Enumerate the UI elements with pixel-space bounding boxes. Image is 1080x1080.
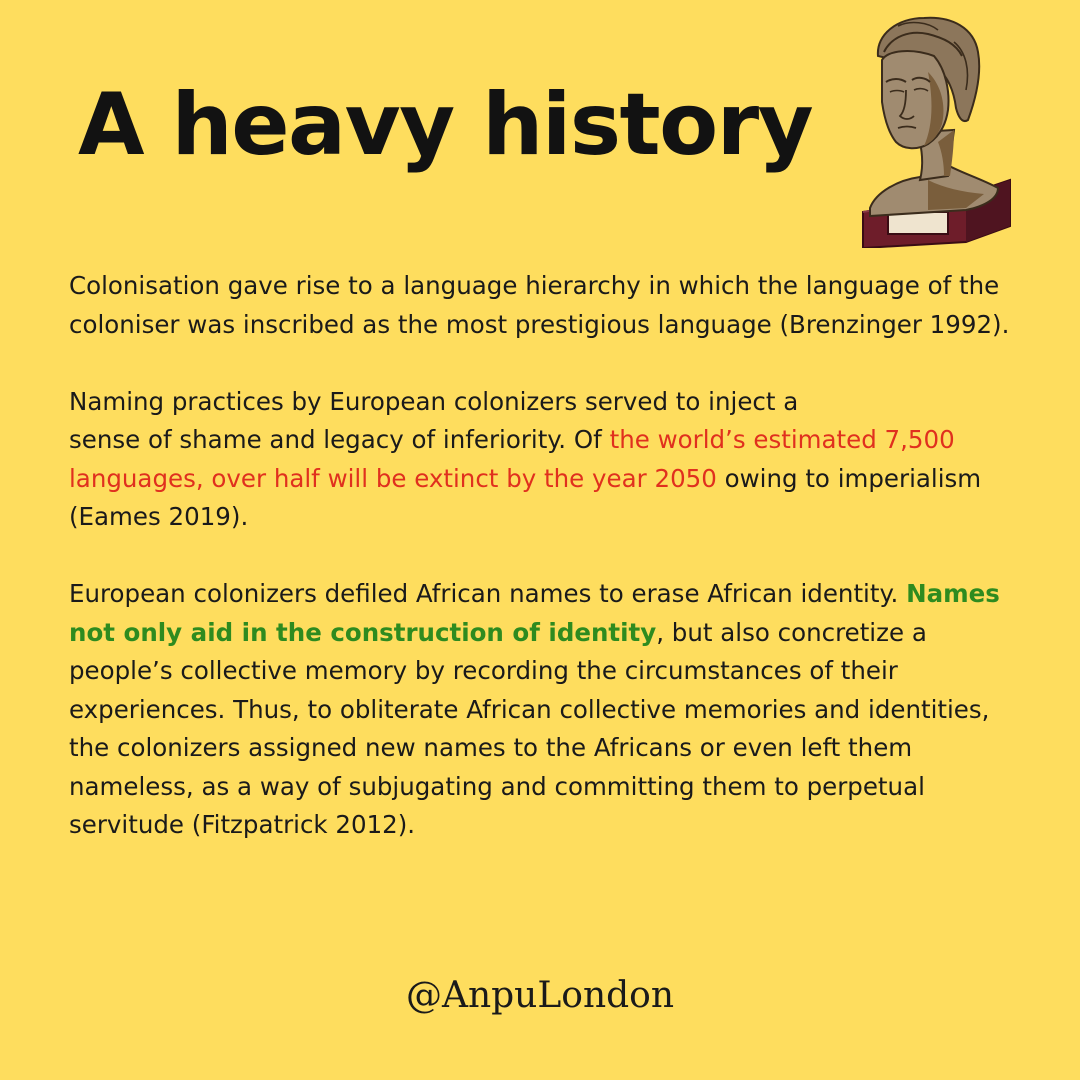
paragraph-2-text-before: sense of shame and legacy of inferiority. Of xyxy=(69,425,610,454)
paragraph-3 xyxy=(69,575,1029,845)
paragraph-3-highlight: Names not only aid in the construction of identity xyxy=(69,579,1000,647)
paragraph-1 xyxy=(69,267,1029,344)
paragraph-2-highlight: the world’s estimated 7,500 languages, over half will be extinct by the year 2050 xyxy=(69,425,955,493)
paragraph-2-text-after: owing to imperialism (Eames 2019). xyxy=(69,463,982,531)
paragraph-3-text-after: , but also concretize a people’s collective memory by recording the circumstances of their experiences. Thus, to obliterate African collective memories and identities, the colonizers assigned new names to the Africans or even left them nameless, as a way of subjugating and committing them to perpetual servitude (Fitzpatrick 2012). xyxy=(69,617,990,839)
paragraph-2-line-1: Naming practices by European colonizers served to inject a xyxy=(69,386,799,416)
classical-bust-icon xyxy=(858,12,1014,248)
paragraph-3-text-before: European colonizers defiled African names to erase African identity. xyxy=(69,579,907,608)
body-text xyxy=(69,267,1029,883)
social-handle: @AnpuLondon xyxy=(405,975,675,1016)
paragraph-2 xyxy=(69,383,1029,537)
page-title: A heavy history xyxy=(78,75,813,175)
paragraph-1-text: Colonisation gave rise to a language hierarchy in which the language of the coloniser was inscribed as the most prestigious language (Brenzinger 1992). xyxy=(69,271,1010,339)
